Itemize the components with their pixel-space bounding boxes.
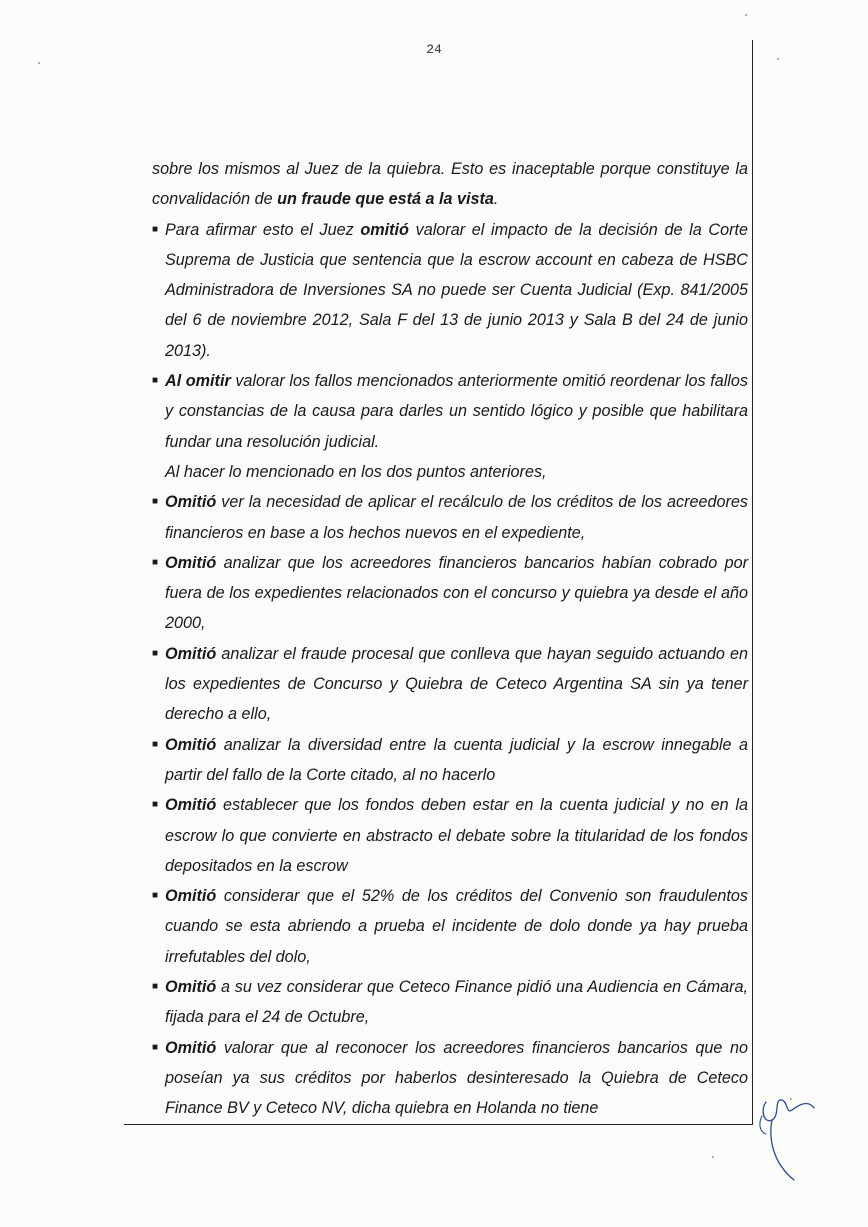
bullet-icon: ■ — [152, 981, 159, 993]
list-item — [152, 730, 748, 791]
intro-end: . — [493, 190, 499, 209]
bullet-text: valorar los fallos mencionados anteriormente omitió reordenar los fallos y constancias de la causa para darles un sentido lógico y posible que habilitara fundar una resolución judicial. — [165, 372, 749, 451]
bullet-text: a su vez considerar que Ceteco Finance pidió una Audiencia en Cámara, fijada para el 24 de Octubre, — [165, 978, 748, 1027]
list-item — [152, 366, 748, 457]
list-item — [152, 790, 748, 881]
bullet-text: ver la necesidad de aplicar el recálculo de los créditos de los acreedores financieros en base a los hechos nuevos en el expediente, — [165, 493, 748, 542]
bullet-bold: Al omitir — [165, 372, 231, 391]
bullet-bold: Omitió — [165, 887, 217, 906]
bullet-icon: ■ — [152, 556, 159, 568]
bullet-bold: Omitió — [165, 493, 217, 512]
bullet-bold: Omitió — [165, 1038, 217, 1057]
intro-bold: un fraude que está a la vista — [277, 190, 494, 209]
bottom-rule — [124, 1124, 753, 1125]
signature-mark — [752, 1080, 822, 1190]
bullet-icon: ■ — [152, 647, 159, 659]
interlude-line: Al hacer lo mencionado en los dos puntos anteriores, — [165, 462, 547, 481]
list-item — [152, 215, 748, 366]
bullet-bold: Omitió — [165, 644, 217, 663]
bullet-icon: ■ — [152, 1041, 159, 1053]
bullet-bold: Omitió — [165, 553, 217, 572]
bullet-icon: ■ — [152, 375, 159, 387]
bullet-prefix: Para afirmar esto el Juez — [165, 220, 361, 239]
list-item — [152, 881, 748, 972]
bullet-icon: ■ — [152, 799, 159, 811]
list-item — [152, 1033, 748, 1124]
scan-speck — [712, 1156, 714, 1158]
bullet-text: analizar el fraude procesal que conlleva que hayan seguido actuando en los expedientes de Concurso y Quiebra de Ceteco Argentina SA sin ya tener derecho a ello, — [165, 644, 748, 724]
bullet-icon: ■ — [152, 738, 159, 750]
bullet-bold: Omitió — [165, 978, 217, 997]
list-item — [152, 548, 748, 639]
bullet-text: analizar la diversidad entre la cuenta judicial y la escrow innegable a partir del fallo de la Corte citado, al no hacerlo — [165, 735, 748, 784]
bullet-text: valorar que al reconocer los acreedores financieros bancarios que no poseían ya sus créditos por haberlos desinteresado la Quiebra de Ceteco Finance BV y Ceteco NV, dicha quiebra en Holanda no tiene — [165, 1038, 748, 1118]
document-body — [152, 154, 748, 1124]
intro-text: sobre los mismos al Juez de la quiebra. Esto es inaceptable porque constituye la convalidación de — [152, 160, 748, 209]
intro-paragraph — [152, 154, 748, 215]
scan-speck — [745, 14, 747, 16]
bullet-icon: ■ — [152, 496, 159, 508]
bullet-icon: ■ — [152, 223, 159, 235]
bullet-bold: Omitió — [165, 796, 217, 815]
bullet-text: valorar el impacto de la decisión de la Corte Suprema de Justicia que sentencia que la escrow account en cabeza de HSBC Administradora de Inversiones SA no puede ser Cuenta Judicial (Exp. 841/2005 del 6 de noviembre 2012, Sala F del 13 de junio 2013 y Sala B del 24 de junio 2013). — [165, 220, 748, 360]
scan-speck — [790, 1098, 792, 1100]
bullet-icon: ■ — [152, 890, 159, 902]
list-item — [152, 487, 748, 548]
bullet-text: considerar que el 52% de los créditos del Convenio son fraudulentos cuando se esta abriendo a prueba el incidente de dolo donde ya hay prueba irrefutables del dolo, — [165, 887, 748, 966]
page-number: 24 — [426, 42, 442, 57]
scan-speck — [38, 62, 40, 64]
right-margin-rule — [752, 40, 753, 1125]
list-item — [152, 972, 748, 1033]
bullet-text: establecer que los fondos deben estar en la cuenta judicial y no en la escrow lo que convierte en abstracto el debate sobre la titularidad de los fondos depositados en la escrow — [165, 796, 748, 875]
scan-speck — [777, 58, 779, 60]
bullet-bold: Omitió — [165, 735, 217, 754]
list-item — [152, 639, 748, 730]
bullet-bold: omitió — [360, 220, 409, 239]
bullet-text: analizar que los acreedores financieros bancarios habían cobrado por fuera de los expedientes relacionados con el concurso y quiebra ya desde el año 2000, — [165, 553, 748, 633]
